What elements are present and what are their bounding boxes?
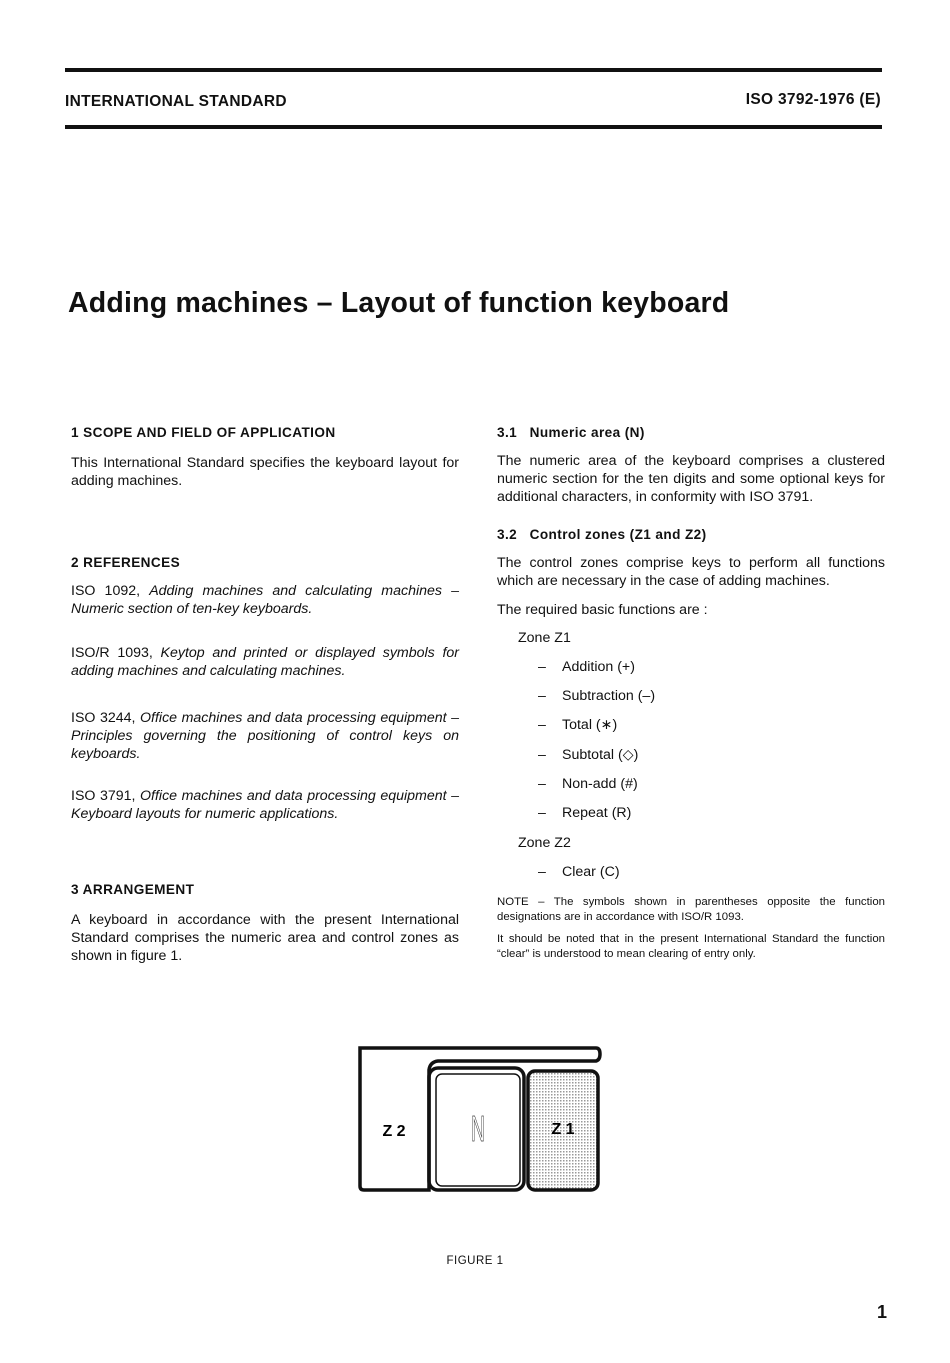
header-left: INTERNATIONAL STANDARD xyxy=(65,93,287,110)
reference-title: Keytop and printed or displayed symbols for adding machines and calculating machines. xyxy=(71,645,459,679)
control-zones-heading xyxy=(497,526,885,544)
reference-title: Adding machines and calculating machines – Numeric section of ten-key keyboards. xyxy=(71,583,459,617)
dash: – xyxy=(538,776,546,792)
numeric-area-number: 3.1 xyxy=(497,425,518,440)
function-item: Repeat (R) xyxy=(562,805,632,821)
reference-item xyxy=(71,582,459,618)
references-heading: 2 REFERENCES xyxy=(71,555,181,570)
list-item xyxy=(538,805,631,821)
reference-item xyxy=(71,787,459,823)
numeric-area-label: N xyxy=(471,1108,485,1149)
list-item xyxy=(538,688,655,704)
keyboard-layout-figure xyxy=(350,1040,610,1200)
function-item: Non-add (#) xyxy=(562,776,638,792)
arrangement-section xyxy=(71,881,459,965)
function-item: Subtraction (–) xyxy=(562,688,656,704)
list-item xyxy=(538,776,638,792)
figure-caption: FIGURE 1 xyxy=(446,1255,504,1267)
references-section xyxy=(71,554,459,572)
dash: – xyxy=(538,864,546,880)
list-item xyxy=(538,747,638,763)
reference-item xyxy=(71,709,459,763)
note-text: NOTE – The symbols shown in parentheses opposite the function designations are in accordance with ISO/R 1093. xyxy=(497,896,885,923)
dash: – xyxy=(538,688,546,704)
numeric-area-title: Numeric area (N) xyxy=(529,425,645,440)
function-item: Addition (+) xyxy=(562,659,635,675)
control-zones-section xyxy=(497,526,885,619)
dash: – xyxy=(538,747,546,763)
header-bottom-rule xyxy=(65,125,882,129)
control-zones-title: Control zones (Z1 and Z2) xyxy=(529,527,707,542)
list-item xyxy=(538,717,617,733)
control-zones-intro: The required basic functions are : xyxy=(497,602,708,618)
reference-code: ISO/R 1093, xyxy=(71,645,161,661)
function-item: Subtotal (◇) xyxy=(562,747,639,763)
header-top-rule xyxy=(65,68,882,72)
arrangement-text: A keyboard in accordance with the present International Standard comprises the numeric area and control zones as shown in figure 1. xyxy=(71,912,459,964)
zone-z2-label: Z 2 xyxy=(382,1123,406,1140)
reference-code: ISO 3791, xyxy=(71,788,141,804)
header-right: ISO 3792-1976 (E) xyxy=(745,91,881,108)
dash: – xyxy=(538,805,546,821)
function-item: Total (∗) xyxy=(562,717,618,733)
reference-code: ISO 1092, xyxy=(71,583,150,599)
control-zones-text: The control zones comprise keys to perform all functions which are necessary in the case of adding machines. xyxy=(497,555,885,589)
list-item xyxy=(538,864,620,880)
scope-text: This International Standard specifies the keyboard layout for adding machines. xyxy=(71,455,459,489)
zone-z2-label: Zone Z2 xyxy=(518,835,571,851)
scope-heading: 1 SCOPE AND FIELD OF APPLICATION xyxy=(71,425,336,440)
function-item: Clear (C) xyxy=(562,864,620,880)
reference-code: ISO 3244, xyxy=(71,710,141,726)
numeric-area-heading xyxy=(497,424,885,442)
dash: – xyxy=(538,659,546,675)
arrangement-heading: 3 ARRANGEMENT xyxy=(71,882,195,897)
page-number: 1 xyxy=(876,1302,887,1322)
document-title: Adding machines – Layout of function keyboard xyxy=(68,287,730,319)
zone-z1-label: Z 1 xyxy=(551,1121,575,1138)
list-item xyxy=(538,659,635,675)
numeric-area-text: The numeric area of the keyboard comprises a clustered numeric section for the ten digits and some optional keys for additional characters, in conformity with ISO 3791. xyxy=(497,453,885,505)
dash: – xyxy=(538,717,546,733)
control-zones-number: 3.2 xyxy=(497,527,518,542)
reference-title: Office machines and data processing equipment – Principles governing the positioning of control keys on keyboards. xyxy=(71,710,460,762)
reference-title: Office machines and data processing equipment – Keyboard layouts for numeric applications. xyxy=(71,788,460,822)
left-column xyxy=(71,424,459,490)
reference-item xyxy=(71,644,459,680)
zone-z1-label: Zone Z1 xyxy=(518,630,571,646)
numeric-area-section xyxy=(497,424,885,506)
note-continuation-text: It should be noted that in the present International Standard the function “clear” is understood to mean clearing of entry only. xyxy=(497,933,885,960)
